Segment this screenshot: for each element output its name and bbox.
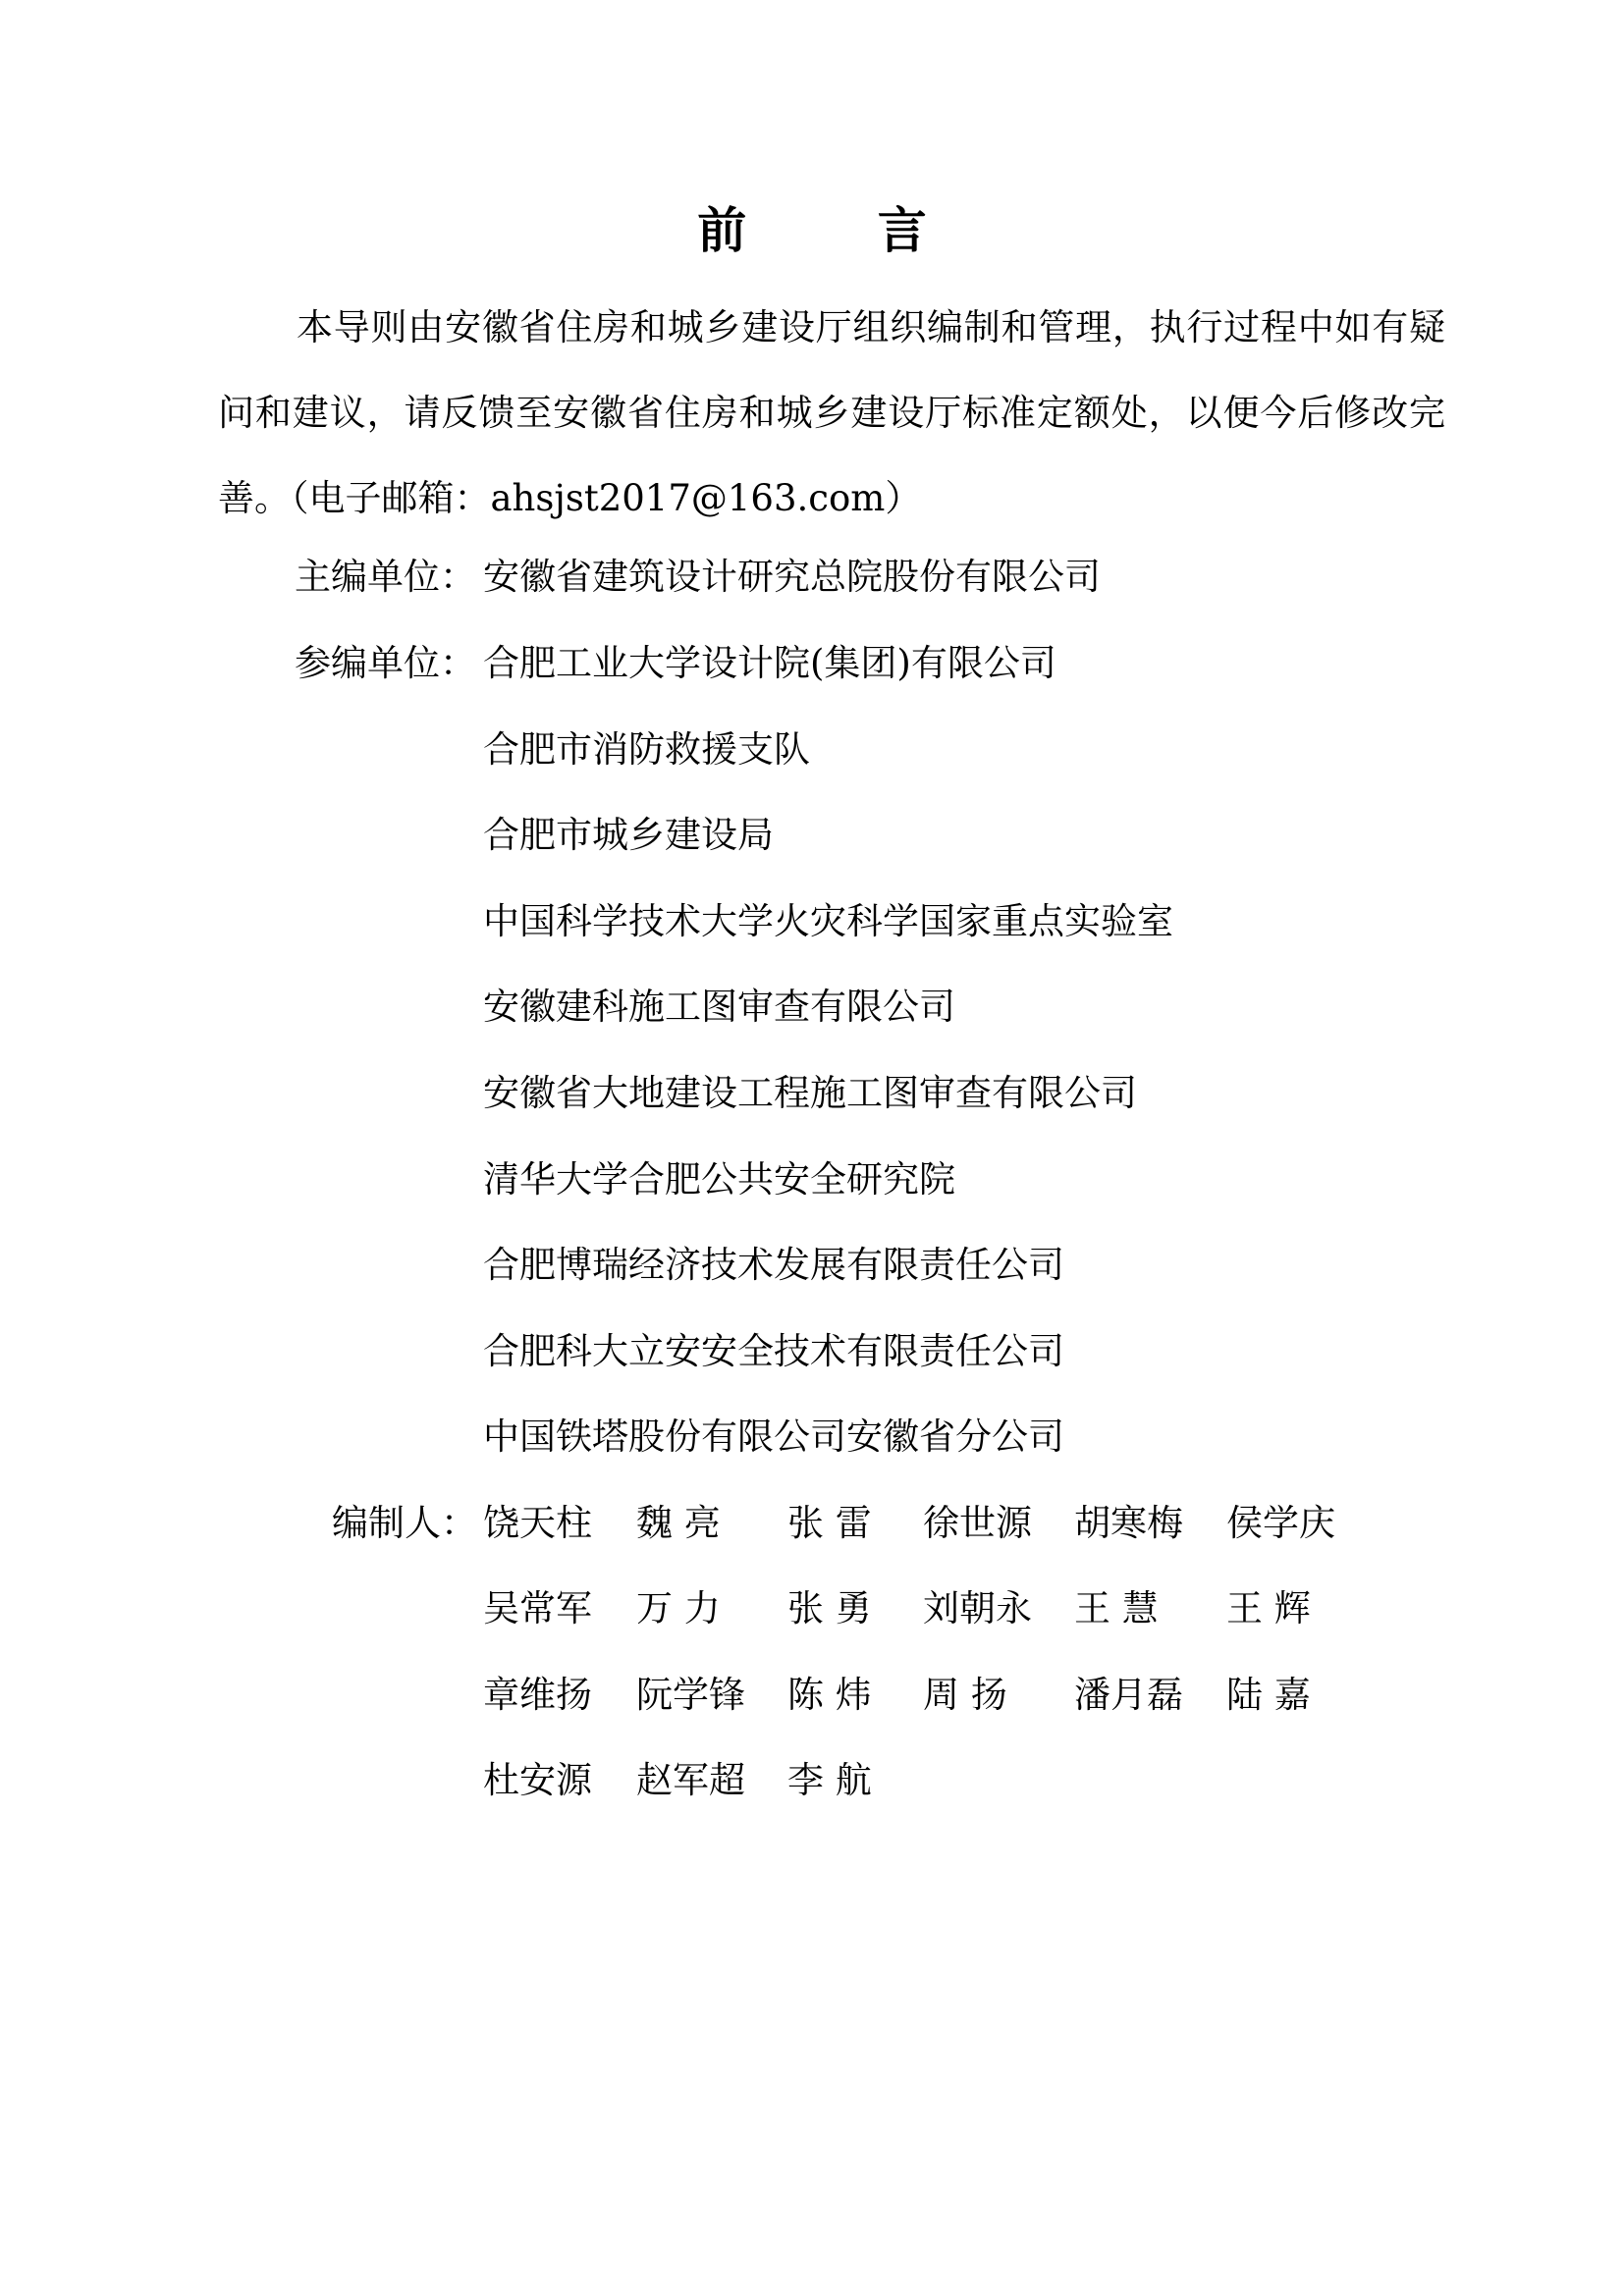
participating-org: 安徽省大地建设工程施工图审查有限公司 (483, 1072, 1137, 1114)
editor-name: 胡寒梅 (1074, 1502, 1183, 1544)
editor-name: 陆 嘉 (1226, 1674, 1311, 1716)
chief-editor-org: 安徽省建筑设计研究总院股份有限公司 (483, 556, 1101, 598)
editor-name: 陈 炜 (787, 1674, 872, 1716)
editor-name: 魏 亮 (636, 1502, 721, 1544)
editor-name: 饶天柱 (483, 1502, 592, 1544)
editor-name: 阮学锋 (636, 1674, 745, 1716)
editor-name: 王 辉 (1226, 1587, 1311, 1629)
page-title: 前 言 (697, 201, 984, 259)
participating-org: 合肥工业大学设计院(集团)有限公司 (483, 642, 1056, 684)
participating-org: 合肥市城乡建设局 (483, 814, 774, 856)
participating-org: 合肥博瑞经济技术发展有限责任公司 (483, 1244, 1064, 1286)
editor-name: 周 扬 (923, 1674, 1007, 1716)
editor-name: 吴常军 (483, 1587, 592, 1629)
editor-name: 李 航 (787, 1759, 872, 1801)
editor-name: 杜安源 (483, 1759, 592, 1801)
editor-name: 侯学庆 (1226, 1502, 1335, 1544)
editor-name: 赵军超 (636, 1759, 745, 1801)
participating-org: 合肥市消防救援支队 (483, 728, 810, 771)
participating-org: 中国科学技术大学火灾科学国家重点实验室 (483, 900, 1173, 942)
participating-org: 合肥科大立安安全技术有限责任公司 (483, 1330, 1064, 1372)
participating-org: 中国铁塔股份有限公司安徽省分公司 (483, 1415, 1064, 1458)
editor-name: 张 雷 (787, 1502, 872, 1544)
editors-label: 编制人： (332, 1502, 477, 1544)
editor-name: 潘月磊 (1074, 1674, 1183, 1716)
editor-name: 章维扬 (483, 1674, 592, 1716)
editor-name: 万 力 (636, 1587, 721, 1629)
editor-name: 王 慧 (1074, 1587, 1159, 1629)
editor-name: 张 勇 (787, 1587, 872, 1629)
editor-name: 徐世源 (923, 1502, 1032, 1544)
participating-org: 清华大学合肥公共安全研究院 (483, 1158, 955, 1201)
participating-org: 安徽建科施工图审查有限公司 (483, 986, 955, 1028)
editor-name: 刘朝永 (923, 1587, 1032, 1629)
intro-paragraph: 本导则由安徽省住房和城乡建设厅组织编制和管理，执行过程中如有疑问和建议，请反馈至安徽省住房和城乡建设厅标准定额处，以便今后修改完善。（电子邮箱：ahsjst2017@163.com） (218, 306, 1445, 519)
participating-label: 参编单位： (295, 642, 476, 684)
chief-editor-label: 主编单位： (295, 556, 476, 598)
